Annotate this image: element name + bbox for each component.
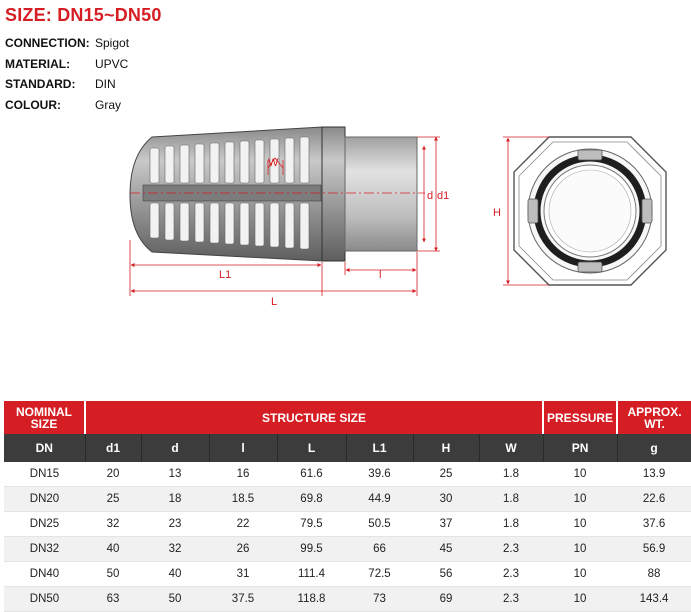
table-cell: 99.5: [277, 537, 346, 562]
table-cell: 50: [141, 587, 209, 612]
table-cell: 16: [209, 462, 277, 487]
table-row: [4, 487, 691, 512]
spec-row-material: [5, 54, 129, 75]
table-cell: 25: [413, 462, 479, 487]
spec-row-connection: [5, 33, 129, 54]
table-cell: 30: [413, 487, 479, 512]
table-cell: 26: [209, 537, 277, 562]
table-cell: 56.9: [617, 537, 691, 562]
table-cell: 10: [543, 587, 617, 612]
table-cell: 66: [346, 537, 413, 562]
table-cell: 18.5: [209, 487, 277, 512]
table-cell: 37.6: [617, 512, 691, 537]
table-row: [4, 537, 691, 562]
column-header: PN: [543, 434, 617, 462]
dimension-table: [4, 401, 691, 612]
table-cell: 1.8: [479, 487, 543, 512]
header-pressure: PRESSURE: [543, 401, 617, 434]
table-cell: 23: [141, 512, 209, 537]
table-cell: DN32: [4, 537, 85, 562]
dim-label-H: H: [493, 207, 501, 219]
spec-value: Gray: [95, 97, 122, 112]
column-header: d1: [85, 434, 141, 462]
table-cell: 44.9: [346, 487, 413, 512]
table-cell: 32: [141, 537, 209, 562]
table-cell: 13: [141, 462, 209, 487]
table-cell: 79.5: [277, 512, 346, 537]
table-cell: 37: [413, 512, 479, 537]
table-cell: DN25: [4, 512, 85, 537]
table-group-header: [4, 401, 691, 434]
table-cell: 37.5: [209, 587, 277, 612]
table-body: [4, 462, 691, 612]
table-cell: 40: [141, 562, 209, 587]
dim-label-d1: d1: [437, 190, 450, 202]
table-cell: 40: [85, 537, 141, 562]
table-cell: DN15: [4, 462, 85, 487]
table-row: [4, 562, 691, 587]
column-header: L1: [346, 434, 413, 462]
table-cell: 31: [209, 562, 277, 587]
table-cell: 61.6: [277, 462, 346, 487]
table-cell: 1.8: [479, 512, 543, 537]
header-nominal-size: NOMINAL SIZE: [4, 401, 85, 434]
dim-label-l: l: [379, 269, 382, 281]
dim-label-L: L: [271, 296, 278, 308]
spec-list: [5, 33, 129, 115]
table-column-header: [4, 434, 691, 462]
dim-label-L1: L1: [219, 269, 232, 281]
spec-key: STANDARD:: [5, 77, 76, 92]
table-cell: 32: [85, 512, 141, 537]
column-header: g: [617, 434, 691, 462]
dim-label-W: W: [268, 157, 279, 169]
side-view: [130, 127, 449, 308]
table-cell: 69.8: [277, 487, 346, 512]
spec-value: Spigot: [95, 36, 130, 51]
table-cell: DN40: [4, 562, 85, 587]
dim-label-d: d: [427, 190, 434, 202]
table-cell: 2.3: [479, 562, 543, 587]
spec-key: COLOUR:: [5, 97, 61, 112]
table-cell: 10: [543, 537, 617, 562]
spec-key: CONNECTION:: [5, 36, 90, 51]
end-view: [493, 137, 666, 285]
table-cell: 18: [141, 487, 209, 512]
table-cell: 20: [85, 462, 141, 487]
table-cell: 39.6: [346, 462, 413, 487]
column-header: d: [141, 434, 209, 462]
table-cell: 63: [85, 587, 141, 612]
column-header: l: [209, 434, 277, 462]
table-cell: 10: [543, 562, 617, 587]
column-header: DN: [4, 434, 85, 462]
table-cell: 22.6: [617, 487, 691, 512]
table-cell: 50: [85, 562, 141, 587]
strainer-spigot: [345, 137, 417, 251]
column-header: W: [479, 434, 543, 462]
spec-value: UPVC: [95, 56, 129, 71]
table-row: [4, 462, 691, 487]
table-cell: 45: [413, 537, 479, 562]
table-cell: 72.5: [346, 562, 413, 587]
table-cell: 25: [85, 487, 141, 512]
strainer-collar: [322, 127, 345, 261]
spec-key: MATERIAL:: [5, 56, 71, 71]
table-cell: 10: [543, 462, 617, 487]
page-title: SIZE: DN15~DN50: [5, 5, 162, 25]
table-cell: DN20: [4, 487, 85, 512]
table-cell: 22: [209, 512, 277, 537]
table-cell: 56: [413, 562, 479, 587]
table-cell: 2.3: [479, 537, 543, 562]
table-cell: 2.3: [479, 587, 543, 612]
spec-value: DIN: [95, 77, 116, 92]
table-cell: 118.8: [277, 587, 346, 612]
table-cell: 111.4: [277, 562, 346, 587]
table-cell: 50.5: [346, 512, 413, 537]
table-cell: 1.8: [479, 462, 543, 487]
table-cell: 69: [413, 587, 479, 612]
header-approx-wt: APPROX. WT.: [617, 401, 691, 434]
technical-drawing: [0, 110, 691, 310]
table-cell: 143.4: [617, 587, 691, 612]
header-structure-size: STRUCTURE SIZE: [85, 401, 543, 434]
table-row: [4, 512, 691, 537]
table-cell: 10: [543, 512, 617, 537]
table-cell: 13.9: [617, 462, 691, 487]
table-cell: 10: [543, 487, 617, 512]
table-cell: 73: [346, 587, 413, 612]
table-row: [4, 587, 691, 612]
spec-row-standard: [5, 74, 129, 95]
table-cell: 88: [617, 562, 691, 587]
column-header: H: [413, 434, 479, 462]
table-cell: DN50: [4, 587, 85, 612]
column-header: L: [277, 434, 346, 462]
